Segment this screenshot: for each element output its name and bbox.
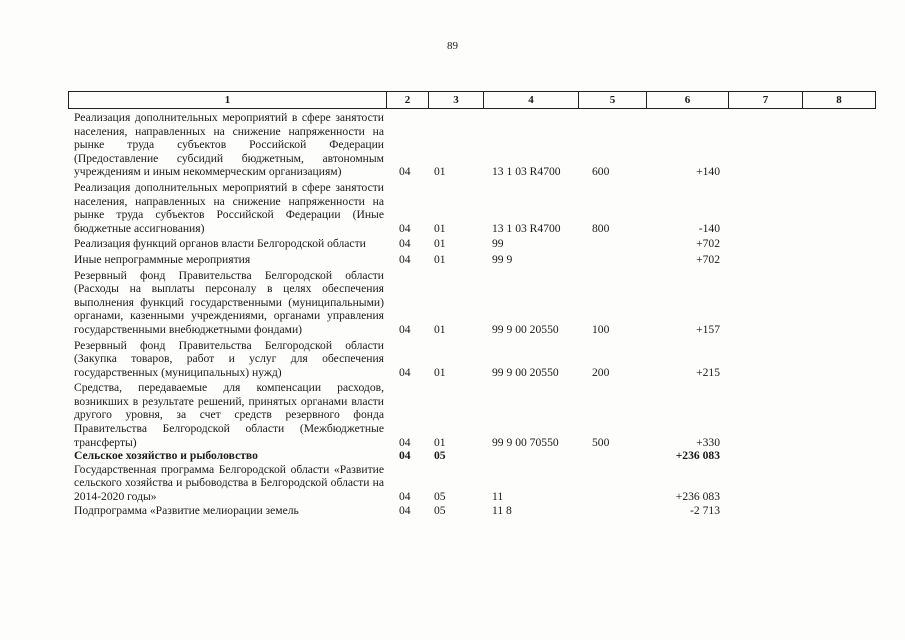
row-section: 04: [399, 435, 411, 449]
row-amount: +236 083: [675, 490, 720, 504]
row-description: Реализация дополнительных мероприятий в сфере занятости населения, направленных на снижение напряженности на рынке труда субъектов Российской Федерации (Предоставление субсидий бюджетным, автономным учреждениям и иным некоммерческим организациям): [74, 111, 384, 179]
table-row: [74, 463, 774, 504]
row-expense-type: 100: [592, 322, 610, 336]
row-target-article: 99 9 00 20550: [492, 365, 559, 379]
row-subsection: 05: [434, 449, 446, 463]
row-amount: +140: [696, 165, 720, 179]
row-amount: +330: [696, 435, 720, 449]
row-description: Реализация дополнительных мероприятий в сфере занятости населения, направленных на снижение напряженности на рынке труда субъектов Российской Федерации (Иные бюджетные ассигнования): [74, 180, 384, 235]
row-section: 04: [399, 237, 411, 251]
row-expense-type: 600: [592, 165, 610, 179]
row-section: 04: [399, 503, 411, 517]
row-amount: -140: [698, 221, 720, 235]
row-target-article: 11 8: [492, 503, 512, 517]
header-col-8: 8: [836, 94, 842, 106]
header-col-6: 6: [647, 92, 729, 108]
row-subsection: 01: [434, 237, 446, 251]
table-row: [74, 339, 774, 380]
header-col-4: 4: [484, 92, 579, 108]
table-row: [74, 253, 774, 267]
row-target-article: 99: [492, 237, 504, 251]
row-expense-type: 200: [592, 365, 610, 379]
table-body: [74, 111, 774, 517]
row-subsection: 01: [434, 365, 446, 379]
row-description: Государственная программа Белгородской области «Развитие сельского хозяйства и рыбоводства в Белгородской области на 2014-2020 годы»: [74, 462, 384, 504]
table-row: [74, 504, 774, 518]
row-description: Реализация функций органов власти Белгородской области: [74, 237, 366, 251]
header-col-3: 3: [429, 92, 484, 108]
row-target-article: 13 1 03 R4700: [492, 221, 561, 235]
table-row: [74, 381, 774, 449]
row-section: 04: [399, 165, 411, 179]
row-amount: +215: [696, 365, 720, 379]
row-subsection: 01: [434, 322, 446, 336]
row-subsection: 05: [434, 503, 446, 517]
row-description: Сельское хозяйство и рыболовство: [74, 449, 258, 463]
row-target-article: 99 9 00 20550: [492, 322, 559, 336]
page-number: 89: [447, 40, 458, 52]
row-description: Резервный фонд Правительства Белгородской области (Закупка товаров, работ и услуг для обеспечения государственных (муниципальных) нужд): [74, 338, 384, 379]
header-col-7: 7: [729, 92, 803, 108]
row-amount: +702: [696, 252, 720, 266]
row-description: Средства, передаваемые для компенсации расходов, возникших в результате решений, принятых органами власти другого уровня, за счет средств резервного фонда Правительства Белгородской области (Межбюджетные трансферты): [74, 381, 384, 449]
row-expense-type: 800: [592, 221, 610, 235]
header-col-1: 1: [69, 92, 387, 108]
table-row: [74, 181, 774, 235]
header-col-5: 5: [579, 92, 647, 108]
table-row: [74, 237, 774, 251]
row-description: Резервный фонд Правительства Белгородской области (Расходы на выплаты персоналу в целях обеспечения выполнения функций государственными (муниципальными) органами, казенными учреждениями, органами управления государственными внебюджетными фондами): [74, 268, 384, 336]
row-subsection: 05: [434, 490, 446, 504]
header-col-2: 2: [387, 92, 429, 108]
row-section: 04: [399, 221, 411, 235]
table-row: [74, 111, 774, 179]
row-target-article: 99 9: [492, 252, 513, 266]
row-amount: +702: [696, 237, 720, 251]
row-subsection: 01: [434, 221, 446, 235]
table-header: [68, 91, 876, 109]
row-section: 04: [399, 449, 411, 463]
row-section: 04: [399, 252, 411, 266]
row-expense-type: 500: [592, 435, 610, 449]
row-amount: -2 713: [690, 503, 720, 517]
row-amount: +157: [696, 322, 720, 336]
row-target-article: 13 1 03 R4700: [492, 165, 561, 179]
row-amount: +236 083: [675, 449, 720, 463]
row-section: 04: [399, 322, 411, 336]
row-section: 04: [399, 365, 411, 379]
row-description: Иные непрограммные мероприятия: [74, 252, 251, 266]
table-row: [74, 269, 774, 337]
table-row: [74, 449, 774, 463]
row-subsection: 01: [434, 435, 446, 449]
row-subsection: 01: [434, 165, 446, 179]
row-description: Подпрограмма «Развитие мелиорации земель: [74, 503, 299, 517]
row-section: 04: [399, 490, 411, 504]
row-target-article: 99 9 00 70550: [492, 435, 559, 449]
row-target-article: 11: [492, 490, 504, 504]
row-subsection: 01: [434, 252, 446, 266]
